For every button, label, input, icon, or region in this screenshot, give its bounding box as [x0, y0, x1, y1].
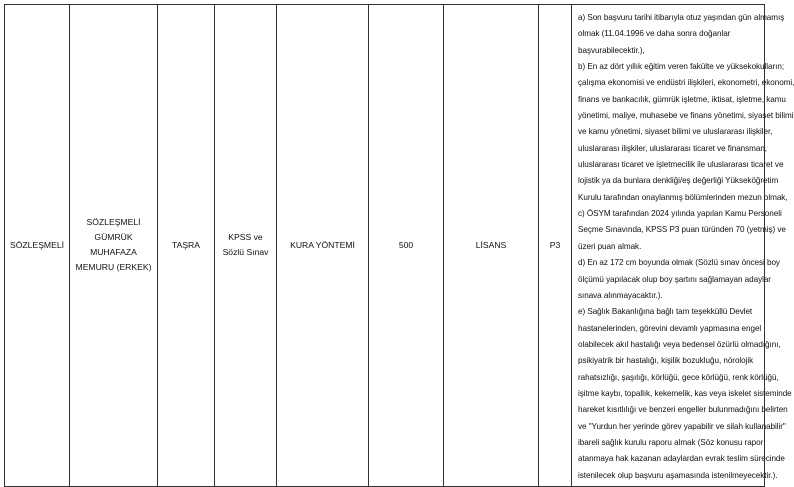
table-row [5, 5, 765, 487]
condition-line: ölçümü yapılacak olup boy şartını sağlamayan adaylar [578, 274, 771, 284]
count-cell [369, 5, 444, 487]
condition-line: Kurulu tarafından onaylanmış bölümlerinden mezun olmak, [578, 192, 788, 202]
condition-line: istenilecek olup başvuru aşamasında istenilmeyecektir.). [578, 470, 778, 480]
condition-line: hareket kısıtlılığı ve benzeri engeller bulunmadığını belirten [578, 405, 788, 415]
status-text: SÖZLEŞMELİ [10, 239, 64, 250]
condition-line: çalışma ekonomisi ve endüstri ilişkileri, ekonometri, ekonomi, [578, 78, 794, 88]
condition-line: uluslararası ilişkiler, uluslararası ticaret ve finansman, [578, 143, 768, 153]
condition-line: rahatsızlığı, şaşılığı, körlüğü, gece körlüğü, renk körlüğü, [578, 372, 779, 382]
condition-line: üzeri puan almak. [578, 241, 642, 251]
condition-line: finans ve bankacılık, gümrük işletme, iktisat, işletme, kamu [578, 94, 786, 104]
condition-line: d) En az 172 cm boyunda olmak (Sözlü sınav öncesi boy [578, 258, 780, 268]
condition-line: işitme kaybı, topallık, kekemelik, kas veya iskelet sisteminde [578, 388, 792, 398]
position-line: GÜMRÜK [94, 232, 133, 243]
position-line: SÖZLEŞMELİ [86, 217, 141, 228]
position-line: MEMURU (ERKEK) [75, 262, 152, 273]
education-cell [444, 5, 539, 487]
condition-line: hastanelerinden, görevini devamlı yapmasına engel [578, 323, 762, 333]
condition-line: c) ÖSYM tarafından 2024 yılında yapılan Kamu Personeli [578, 209, 782, 219]
condition-line: sınava alınmayacaktır.). [578, 290, 663, 300]
count-text: 500 [398, 239, 414, 250]
position-line: MUHAFAZA [90, 247, 137, 258]
condition-line: lojistik ya da bunlara denkliği/eş değerliği Yükseköğretim [578, 176, 779, 186]
recruitment-table [4, 4, 794, 487]
position-cell [70, 5, 158, 487]
score-type-cell [539, 5, 572, 487]
condition-line: atanmaya hak kazanan adaylardan evrak teslim sürecinde [578, 454, 785, 464]
exam-line: Sözlü Sınav [222, 247, 269, 258]
condition-line: b) En az dört yıllık eğitim veren fakülte ve yüksekokulların; [578, 62, 785, 72]
score-type-text: P3 [549, 239, 561, 250]
condition-line: ve "Yurdun her yerinde görev yapabilir ve silah kullanabilir" [578, 421, 786, 431]
location-cell [158, 5, 215, 487]
education-text: LİSANS [475, 239, 507, 250]
condition-line: yönetimi, maliye, muhasebe ve finans yönetimi, siyaset bilimi [578, 111, 794, 121]
condition-line: psikiyatrik bir hastalığı, kişilik bozukluğu, nörolojik [578, 356, 754, 366]
conditions-cell [572, 5, 794, 487]
condition-line: başvurabilecektir.), [578, 45, 645, 55]
condition-line: a) Son başvuru tarihi itibarıyla otuz yaşından gün almamış [578, 13, 785, 22]
condition-line: ve kamu yönetimi, siyaset bilimi ve uluslararası ilişkiler, [578, 127, 773, 137]
condition-line: e) Sağlık Bakanlığına bağlı tam teşekküllü Devlet [578, 307, 753, 317]
condition-line: uluslararası ticaret ve işletmecilik ile uluslararası ticaret ve [578, 160, 784, 170]
exam-line: KPSS ve [228, 232, 263, 243]
condition-line: ibareli sağlık kurulu raporu almak (Söz konusu rapor [578, 437, 764, 447]
exam-cell [215, 5, 277, 487]
method-text: KURA YÖNTEMİ [290, 239, 355, 250]
status-cell [5, 5, 70, 487]
condition-line: Seçme Sınavında, KPSS P3 puan türünden 70 (yetmiş) ve [578, 225, 786, 235]
method-cell [277, 5, 369, 487]
location-text: TAŞRA [171, 239, 200, 250]
condition-line: olmak (11.04.1996 ve daha sonra doğanlar [578, 29, 731, 39]
condition-line: olabilecek akıl hastalığı veya bedensel özürlü olmadığını, [578, 339, 781, 349]
